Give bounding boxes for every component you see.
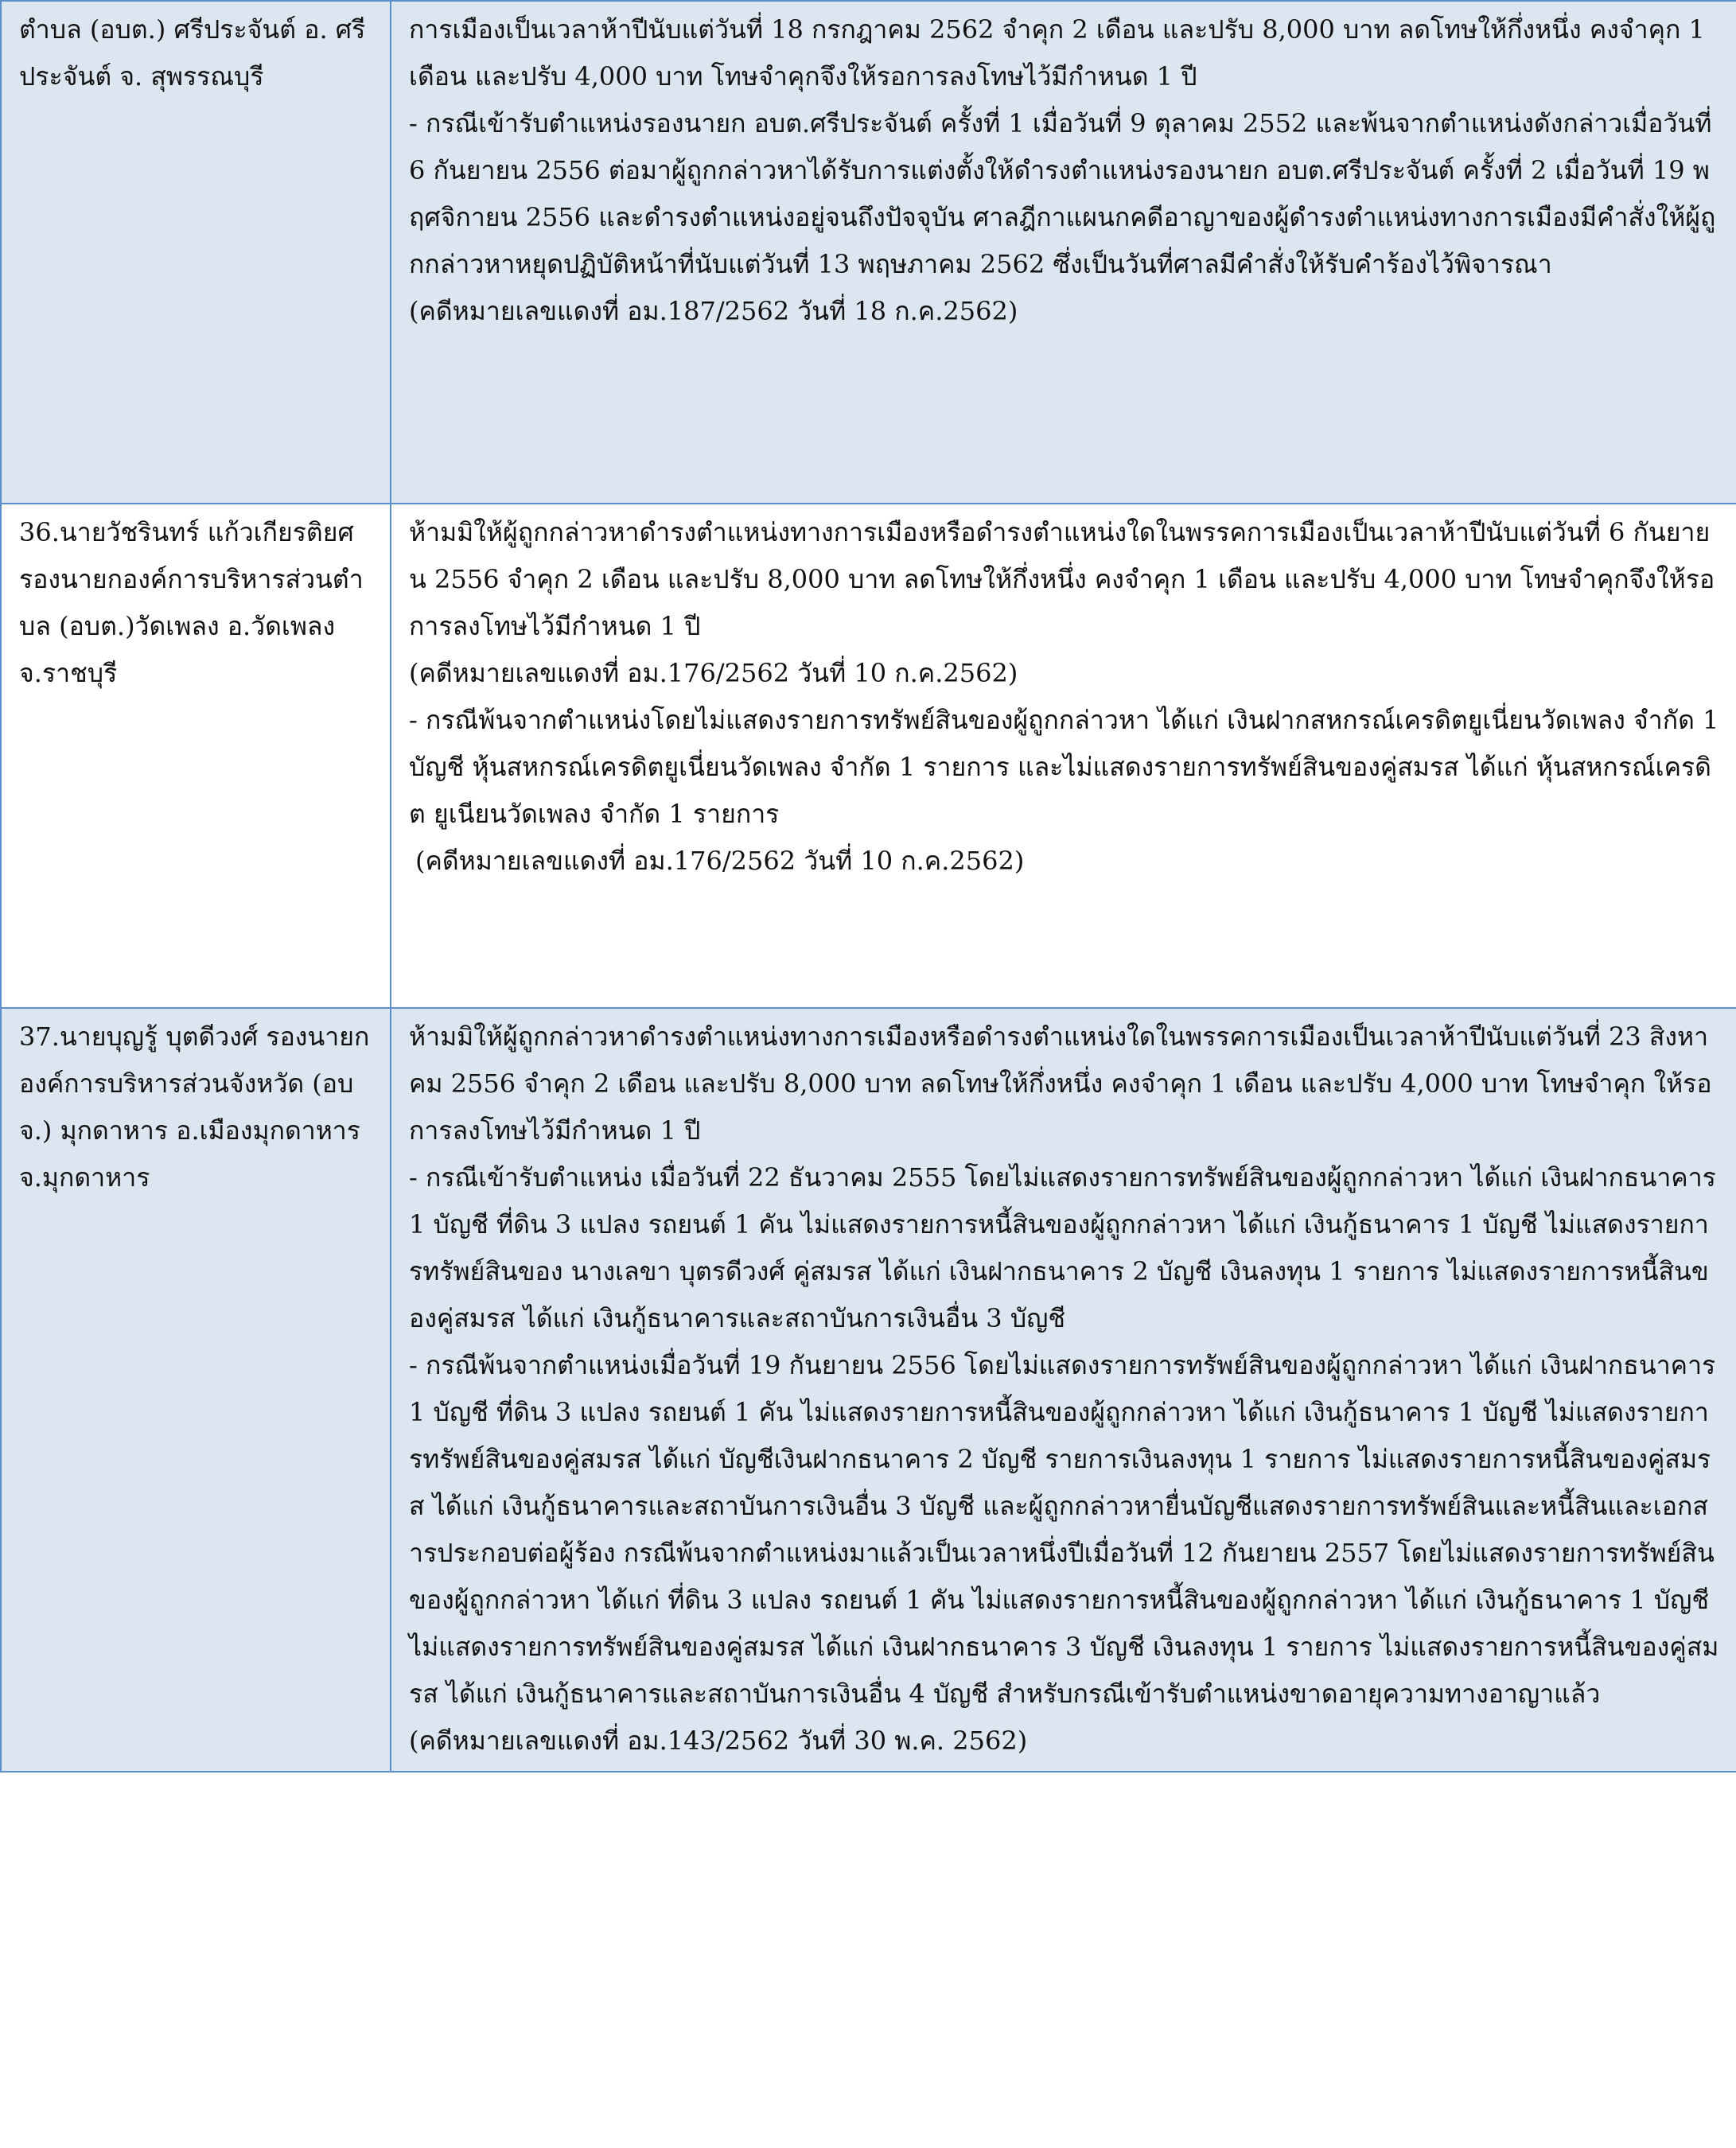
table-row (1, 504, 1736, 1008)
verdict-paragraph: - กรณีเข้ารับตำแหน่ง เมื่อวันที่ 22 ธันวาคม 2555 โดยไม่แสดงรายการทรัพย์สินของผู้ถูกกล่าวหา ได้แก่ เงินฝากธนาคาร 1 บัญชี ที่ดิน 3 แปลง รถยนต์ 1 คัน ไม่แสดงรายการหนี้สินของผู้ถูกกล่าวหา ได้แก่ เงินกู้ธนาคาร 1 บัญชี ไม่แสดงรายการทรัพย์สินของ นางเลขา บุตรดีวงศ์ คู่สมรส ได้แก่ เงินฝากธนาคาร 2 บัญชี เงินลงทุน 1 รายการ ไม่แสดงรายการหนี้สินของคู่สมรส ได้แก่ เงินกู้ธนาคารและสถาบันการเงินอื่น 3 บัญชี (409, 1162, 1716, 1333)
verdict-paragraph: ห้ามมิให้ผู้ถูกกล่าวหาดำรงตำแหน่งทางการเมืองหรือดำรงตำแหน่งใดในพรรคการเมืองเป็นเวลาห้าปีนับแต่วันที่ 23 สิงหาคม 2556 จำคุก 2 เดือน และปรับ 8,000 บาท ลดโทษให้กึ่งหนึ่ง คงจำคุก 1 เดือน และปรับ 4,000 บาท โทษจำคุก ให้รอการลงโทษไว้มีกำหนด 1 ปี (409, 1021, 1712, 1146)
defendant-name: ตำบล (อบต.) ศรีประจันต์ อ. ศรีประจันต์ จ. สุพรรณบุรี (19, 14, 366, 91)
verdict-paragraph: - กรณีเข้ารับตำแหน่งรองนายก อบต.ศรีประจันต์ ครั้งที่ 1 เมื่อวันที่ 9 ตุลาคม 2552 และพ้นจากตำแหน่งดังกล่าวเมื่อวันที่ 6 กันยายน 2556 ต่อมาผู้ถูกกล่าวหาได้รับการแต่งตั้งให้ดำรงตำแหน่งรองนายก อบต.ศรีประจันต์ ครั้งที่ 2 เมื่อวันที่ 19 พฤศจิกายน 2556 และดำรงตำแหน่งอยู่จนถึงปัจจุบัน ศาลฎีกาแผนกคดีอาญาของผู้ดำรงตำแหน่งทางการเมืองมีคำสั่งให้ผู้ถูกกล่าวหาหยุดปฏิบัติหน้าที่นับแต่วันที่ 13 พฤษภาคม 2562 ซึ่งเป็นวันที่ศาลมีคำสั่งให้รับคำร้องไว้พิจารณา (409, 108, 1716, 279)
defendant-cell (1, 1, 391, 504)
case-reference: (คดีหมายเลขแดงที่ อม.176/2562 วันที่ 10 ก.ค.2562) (415, 846, 1025, 876)
table-row (1, 1008, 1736, 1772)
verdict-paragraph: ห้ามมิให้ผู้ถูกกล่าวหาดำรงตำแหน่งทางการเมืองหรือดำรงตำแหน่งใดในพรรคการเมืองเป็นเวลาห้าปีนับแต่วันที่ 6 กันยายน 2556 จำคุก 2 เดือน และปรับ 8,000 บาท ลดโทษให้กึ่งหนึ่ง คงจำคุก 1 เดือน และปรับ 4,000 บาท โทษจำคุกจึงให้รอการลงโทษไว้มีกำหนด 1 ปี (409, 517, 1715, 641)
verdict-paragraph: - กรณีพ้นจากตำแหน่งโดยไม่แสดงรายการทรัพย์สินของผู้ถูกกล่าวหา ได้แก่ เงินฝากสหกรณ์เครดิตยูเนี่ยนวัดเพลง จำกัด 1 บัญชี หุ้นสหกรณ์เครดิตยูเนี่ยนวัดเพลง จำกัด 1 รายการ และไม่แสดงรายการทรัพย์สินของคู่สมรส ได้แก่ หุ้นสหกรณ์เครดิต ยูเนียนวัดเพลง จำกัด 1 รายการ (409, 705, 1719, 829)
verdict-cell (391, 1008, 1736, 1772)
verdict-paragraph: การเมืองเป็นเวลาห้าปีนับแต่วันที่ 18 กรกฎาคม 2562 จำคุก 2 เดือน และปรับ 8,000 บาท ลดโทษให้กึ่งหนึ่ง คงจำคุก 1 เดือน และปรับ 4,000 บาท โทษจำคุกจึงให้รอการลงโทษไว้มีกำหนด 1 ปี (409, 14, 1705, 91)
defendant-cell (1, 504, 391, 1008)
verdict-paragraph: - กรณีพ้นจากตำแหน่งเมื่อวันที่ 19 กันยายน 2556 โดยไม่แสดงรายการทรัพย์สินของผู้ถูกกล่าวหา ได้แก่ เงินฝากธนาคาร 1 บัญชี ที่ดิน 3 แปลง รถยนต์ 1 คัน ไม่แสดงรายการหนี้สินของผู้ถูกกล่าวหา ได้แก่ เงินกู้ธนาคาร 1 บัญชี ไม่แสดงรายการทรัพย์สินของคู่สมรส ได้แก่ บัญชีเงินฝากธนาคาร 2 บัญชี รายการเงินลงทุน 1 รายการ ไม่แสดงรายการหนี้สินของคู่สมรส ได้แก่ เงินกู้ธนาคารและสถาบันการเงินอื่น 3 บัญชี และผู้ถูกกล่าวหายื่นบัญชีแสดงรายการทรัพย์สินและหนี้สินและเอกสารประกอบต่อผู้ร้อง กรณีพ้นจากตำแหน่งมาแล้วเป็นเวลาหนึ่งปีเมื่อวันที่ 12 กันยายน 2557 โดยไม่แสดงรายการทรัพย์สินของผู้ถูกกล่าวหา ได้แก่ ที่ดิน 3 แปลง รถยนต์ 1 คัน ไม่แสดงรายการหนี้สินของผู้ถูกกล่าวหา ได้แก่ เงินกู้ธนาคาร 1 บัญชี ไม่แสดงรายการทรัพย์สินของคู่สมรส ได้แก่ เงินฝากธนาคาร 3 บัญชี เงินลงทุน 1 รายการ ไม่แสดงรายการหนี้สินของคู่สมรส ได้แก่ เงินกู้ธนาคารและสถาบันการเงินอื่น 4 บัญชี สำหรับกรณีเข้ารับตำแหน่งขาดอายุความทางอาญาแล้ว (409, 1350, 1719, 1709)
case-reference: (คดีหมายเลขแดงที่ อม.143/2562 วันที่ 30 พ.ค. 2562) (409, 1726, 1028, 1756)
defendant-name: 37.นายบุญรู้ บุตดีวงศ์ รองนายกองค์การบริหารส่วนจังหวัด (อบจ.) มุกดาหาร อ.เมืองมุกดาหาร จ.มุกดาหาร (19, 1021, 370, 1193)
defendant-name: 36.นายวัชรินทร์ แก้วเกียรติยศ รองนายกองค์การบริหารส่วนตำบล (อบต.)วัดเพลง อ.วัดเพลง จ.ราชบุรี (19, 517, 364, 688)
defendant-cell (1, 1008, 391, 1772)
case-reference: (คดีหมายเลขแดงที่ อม.176/2562 วันที่ 10 ก.ค.2562) (409, 658, 1018, 688)
verdict-cell (391, 504, 1736, 1008)
table-row (1, 1, 1736, 504)
case-reference: (คดีหมายเลขแดงที่ อม.187/2562 วันที่ 18 ก.ค.2562) (409, 296, 1018, 326)
verdict-cell (391, 1, 1736, 504)
